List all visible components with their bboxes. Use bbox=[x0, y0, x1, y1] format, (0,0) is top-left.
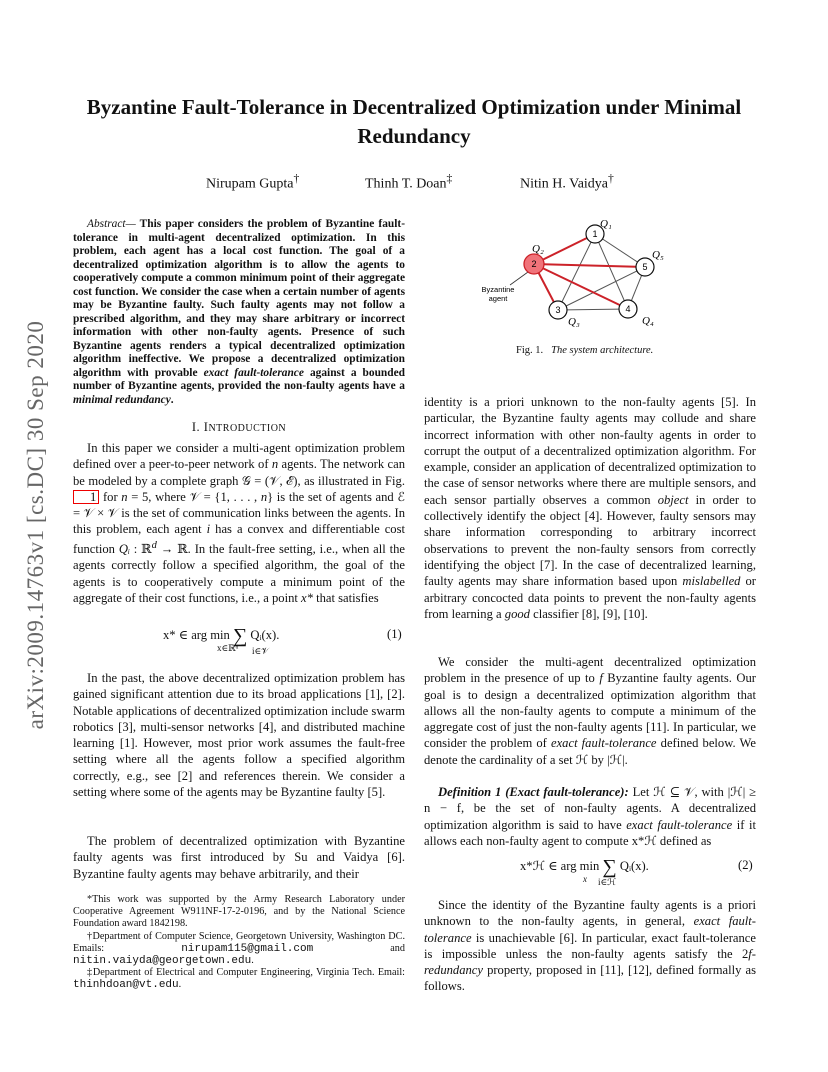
label-q5: Q₅ bbox=[652, 249, 664, 261]
equation-1-argmin-subscript: x∈ℝᵈ bbox=[217, 643, 239, 653]
label-q4: Q₄ bbox=[642, 315, 654, 327]
author-3: Nitin H. Vaidya† bbox=[520, 172, 614, 192]
paper-title: Byzantine Fault-Tolerance in Decentralized Optimization under Minimal Redundancy bbox=[86, 95, 742, 148]
svg-text:3: 3 bbox=[555, 305, 561, 315]
equation-2-number: (2) bbox=[738, 858, 753, 872]
intro-paragraph-3: The problem of decentralized optimization with Byzantine faulty agents was first introduced by Su and Vaidya [6]. Byzantine faulty agents may behave arbitrarily, and their bbox=[73, 834, 405, 881]
equation-1-number: (1) bbox=[387, 627, 402, 641]
equation-2-argmin-subscript: x bbox=[583, 874, 587, 884]
right-paragraph-3: Since the identity of the Byzantine faulty agents is a priori unknown to the non-faulty agents, in general, exact fault-tolerance is unachievable [6]. In particular, exact fault-tolerance is impossible unless the non-faulty agents satisfy the 2f-redundancy property, proposed in [11], [12], defined formally as follows. bbox=[424, 898, 756, 994]
node-3 bbox=[549, 301, 567, 319]
edge-3-4 bbox=[558, 309, 628, 310]
equation-1-sum-subscript: i∈𝒱 bbox=[252, 646, 269, 656]
svg-text:1: 1 bbox=[592, 229, 598, 239]
byzantine-agent-label bbox=[482, 285, 515, 303]
intro-paragraph-2: In the past, the above decentralized optimization problem has gained significant attention due to its broad applications [1], [2]. Notable applications of decentralized optimization include swarm robotics [3], multi-sensor networks [4], and distributed machine learning [1]. However, most prior work assumes the fault-free setting where all the agents follow a specified algorithm correctly, e.g., see [2] and references therein. We consider a setting where some of the agents may be Byzantine faulty [5]. bbox=[73, 671, 405, 800]
system-architecture-figure bbox=[470, 208, 690, 333]
footnotes bbox=[73, 894, 405, 992]
footnote-funding: *This work was supported by the Army Research Laboratory under Cooperative Agreement W911NF-17-2-0196, and by the National Science Foundation award 1842198. bbox=[73, 894, 405, 930]
byzantine-edge-2-4 bbox=[534, 264, 628, 309]
email-link[interactable]: thinhdoan@vt.edu bbox=[73, 979, 179, 992]
equation-2: x*ℋ ∈ arg min ∑ Qᵢ(x). bbox=[520, 856, 649, 878]
footnote-affiliation-georgetown: †Department of Computer Science, Georgetown University, Washington DC. Emails: nirupam115@gmail.com and nitin.vaiyda@georgetown.edu. bbox=[73, 930, 405, 968]
figure-reference-link[interactable]: 1 bbox=[73, 490, 99, 504]
author-1: Nirupam Gupta† bbox=[206, 172, 300, 192]
label-q3: Q₃ bbox=[568, 316, 580, 328]
section-heading-introduction: I. INTRODUCTION bbox=[191, 420, 287, 434]
svg-text:5: 5 bbox=[642, 262, 648, 272]
svg-text:2: 2 bbox=[531, 259, 537, 269]
email-link[interactable]: nitin.vaiyda@georgetown.edu bbox=[73, 955, 252, 968]
label-q1: Q₁ bbox=[600, 218, 612, 230]
figure-caption: Fig. 1. The system architecture. bbox=[516, 345, 654, 356]
edge-1-3 bbox=[558, 234, 595, 310]
right-paragraph-1: identity is a priori unknown to the non-faulty agents [5]. In particular, the Byzantine faulty agents may collude and share incorrect information with other non-faulty agents in order to corrupt the output of a decentralized optimization algorithm. For example, consider an application of decentralized optimization to the case of sensor networks where there are multiple sensors, and each sensor partially observes a common object in order to collectively identify the object [4]. However, faulty sensors may share information corresponding to arbitrary incorrect observations to prevent the non-faulty sensors from correctly identifying the object [7]. In the case of decentralized learning, faulty agents may share information based upon mislabelled or arbitrary concocted data points to prevent the non-faulty agents from learning a good classifier [8], [9], [10]. bbox=[424, 395, 757, 621]
author-2: Thinh T. Doan‡ bbox=[365, 172, 453, 192]
node-2-byzantine bbox=[524, 254, 544, 274]
equation-1: x* ∈ arg min ∑ Qᵢ(x). bbox=[163, 625, 280, 647]
definition-1: Definition 1 (Exact fault-tolerance): Let ℋ ⊆ 𝒱, with |ℋ| ≥ n − f, be the set of non-faulty agents. A decentralized optimization algorithm is said to have exact fault-tolerance if it allows each non-faulty agent to compute x*ℋ defined as bbox=[424, 785, 756, 848]
arxiv-sidebar: arXiv:2009.14763v1 [cs.DC] 30 Sep 2020 bbox=[23, 320, 48, 730]
right-paragraph-2: We consider the multi-agent decentralized optimization problem in the presence of up to f Byzantine faulty agents. Our goal is to design a decentralized optimization algorithm that allows all the non-faulty agents to compute a minimum of the aggregate cost of just the non-faulty agents [11]. In particular, we consider the problem of exact fault-tolerance defined below. We denote the cardinality of a set ℋ by |ℋ|. bbox=[424, 655, 756, 767]
abstract: Abstract— This paper considers the problem of Byzantine fault-tolerance in multi-agent decentralized optimization. In this problem, each agent has a local cost function. The goal of a decentralized optimization algorithm is to allow the agents to cooperatively compute a common minimum point of their aggregate cost function. We consider the case when a certain number of agents may be Byzantine faulty. Such faulty agents may not follow a prescribed algorithm, and they may share arbitrary or incorrect information with other non-faulty agents. Presence of such Byzantine agents renders a typical decentralized optimization algorithm ineffective. We propose a decentralized optimization algorithm with provable exact fault-tolerance against a bounded number of Byzantine agents, provided the non-faulty agents have a minimal redundancy. bbox=[73, 218, 405, 406]
svg-text:agent: agent bbox=[488, 294, 508, 303]
byzantine-pointer-line bbox=[510, 272, 528, 285]
email-link[interactable]: nirupam115@gmail.com bbox=[181, 942, 314, 955]
label-q2: Q₂ bbox=[532, 243, 544, 255]
svg-text:Byzantine: Byzantine bbox=[481, 285, 515, 294]
footnote-affiliation-vt: ‡Department of Electrical and Computer Engineering, Virginia Tech. Email: thinhdoan@vt.edu. bbox=[73, 967, 405, 992]
byzantine-edge-2-5 bbox=[534, 264, 645, 267]
intro-paragraph-1: In this paper we consider a multi-agent optimization problem defined over a peer-to-peer network of n agents. The network can be modeled by a complete graph 𝒢 = (𝒱, ℰ), as illustrated in Fig. 1 for n = 5, where 𝒱 = {1, . . . , n} is the set of agents and ℰ = 𝒱 × 𝒱 is the set of communication links between the agents. In this problem, each agent i has a convex and differentiable cost function Qᵢ : ℝ$^d$ → ℝ. In the fault-free setting, i.e., when all the agents correctly follow a specified algorithm, the goal of the agents is to cooperatively compute a minimum point of the aggregate of their cost functions, i.e., a point x* that satisfies bbox=[73, 441, 405, 605]
node-4 bbox=[619, 300, 637, 318]
svg-text:4: 4 bbox=[625, 304, 631, 314]
equation-2-sum-subscript: i∈ℋ bbox=[598, 877, 617, 887]
